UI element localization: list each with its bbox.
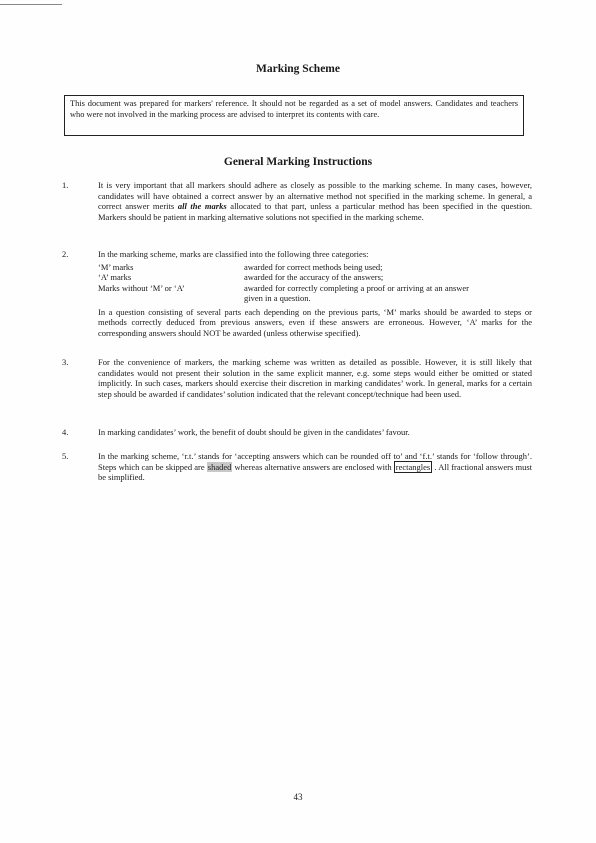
item-text-part: allocated to that part, unless a particular method has been specified in the question. Markers should be patient in marking alternative solutions not specified in the marking scheme. xyxy=(98,201,533,222)
item-intro: In the marking scheme, marks are classified into the following three categories: xyxy=(98,249,369,259)
item-text xyxy=(98,180,532,222)
section-heading: General Marking Instructions xyxy=(223,156,373,168)
category-desc: awarded for correctly completing a proof or arriving at an answer given in a question. xyxy=(244,282,469,303)
item-text xyxy=(98,249,532,338)
item-number: 4. xyxy=(62,427,69,437)
rectangle-example: rectangles xyxy=(395,461,431,472)
category-mark: Marks without ‘M’ or ‘A’ xyxy=(98,282,185,293)
category-row xyxy=(98,262,532,273)
item-text: In marking candidates’ work, the benefit of doubt should be given in the candidates’ favour. xyxy=(98,427,410,437)
item-number: 3. xyxy=(62,357,69,367)
item-text-part: In the marking scheme, ‘r.t.’ stands for ‘accepting answers which can be rounded off to’ and ‘f.t.’ stands for ‘follow through’. Steps which can be skipped are xyxy=(98,451,532,472)
category-desc: awarded for correct methods being used; xyxy=(244,261,383,272)
category-mark: ‘M’ marks xyxy=(98,261,134,272)
category-row xyxy=(98,272,532,283)
item-text xyxy=(98,451,532,483)
item-paragraph: In a question consisting of several parts each depending on the previous parts, ‘M’ marks should be awarded to steps or methods correctly deduced from previous answers, even if these answers are erroneous. However, ‘A’ marks for the corresponding answers should NOT be awarded (unless otherwise specified). xyxy=(98,306,532,338)
notice-box: This document was prepared for markers' reference. It should not be regarded as a set of model answers. Candidates and teachers who were not involved in the marking process are advised to interpret its contents with care. xyxy=(64,95,524,136)
mark-categories xyxy=(98,262,532,304)
category-mark: ‘A’ marks xyxy=(98,272,132,282)
item-text-part: whereas alternative answers are enclosed with xyxy=(232,461,394,472)
item-text-part: It is very important that all markers should adhere as closely as possible to the marking scheme. In many cases, however, candidates will have obtained a correct answer by an alternative method not specified in the marking scheme. In general, a correct answer merits xyxy=(98,180,532,211)
item-number: 1. xyxy=(62,180,69,190)
item-number: 5. xyxy=(62,451,69,461)
item-text: For the convenience of markers, the marking scheme was written as detailed as possible. However, it is still likely that candidates would not present their solution in the same explicit manner, e.g. some steps would either be omitted or stated implicitly. In such cases, markers should exercise their discretion in marking candidates’ work. In general, marks for a certain step should be awarded if candidates’ solution indicated that the relevant concept/technique had been used. xyxy=(98,357,532,399)
category-desc: awarded for the accuracy of the answers; xyxy=(244,272,384,282)
page-title: Marking Scheme xyxy=(255,63,340,75)
category-row xyxy=(98,283,532,304)
item-text-part: . All fractional answers must be simplified. xyxy=(98,461,532,482)
shaded-example: shaded xyxy=(207,461,232,472)
emphasis-text: all the marks xyxy=(177,201,227,211)
item-number: 2. xyxy=(62,249,69,259)
page-number: 43 xyxy=(293,792,303,802)
scan-edge-line xyxy=(0,4,62,5)
